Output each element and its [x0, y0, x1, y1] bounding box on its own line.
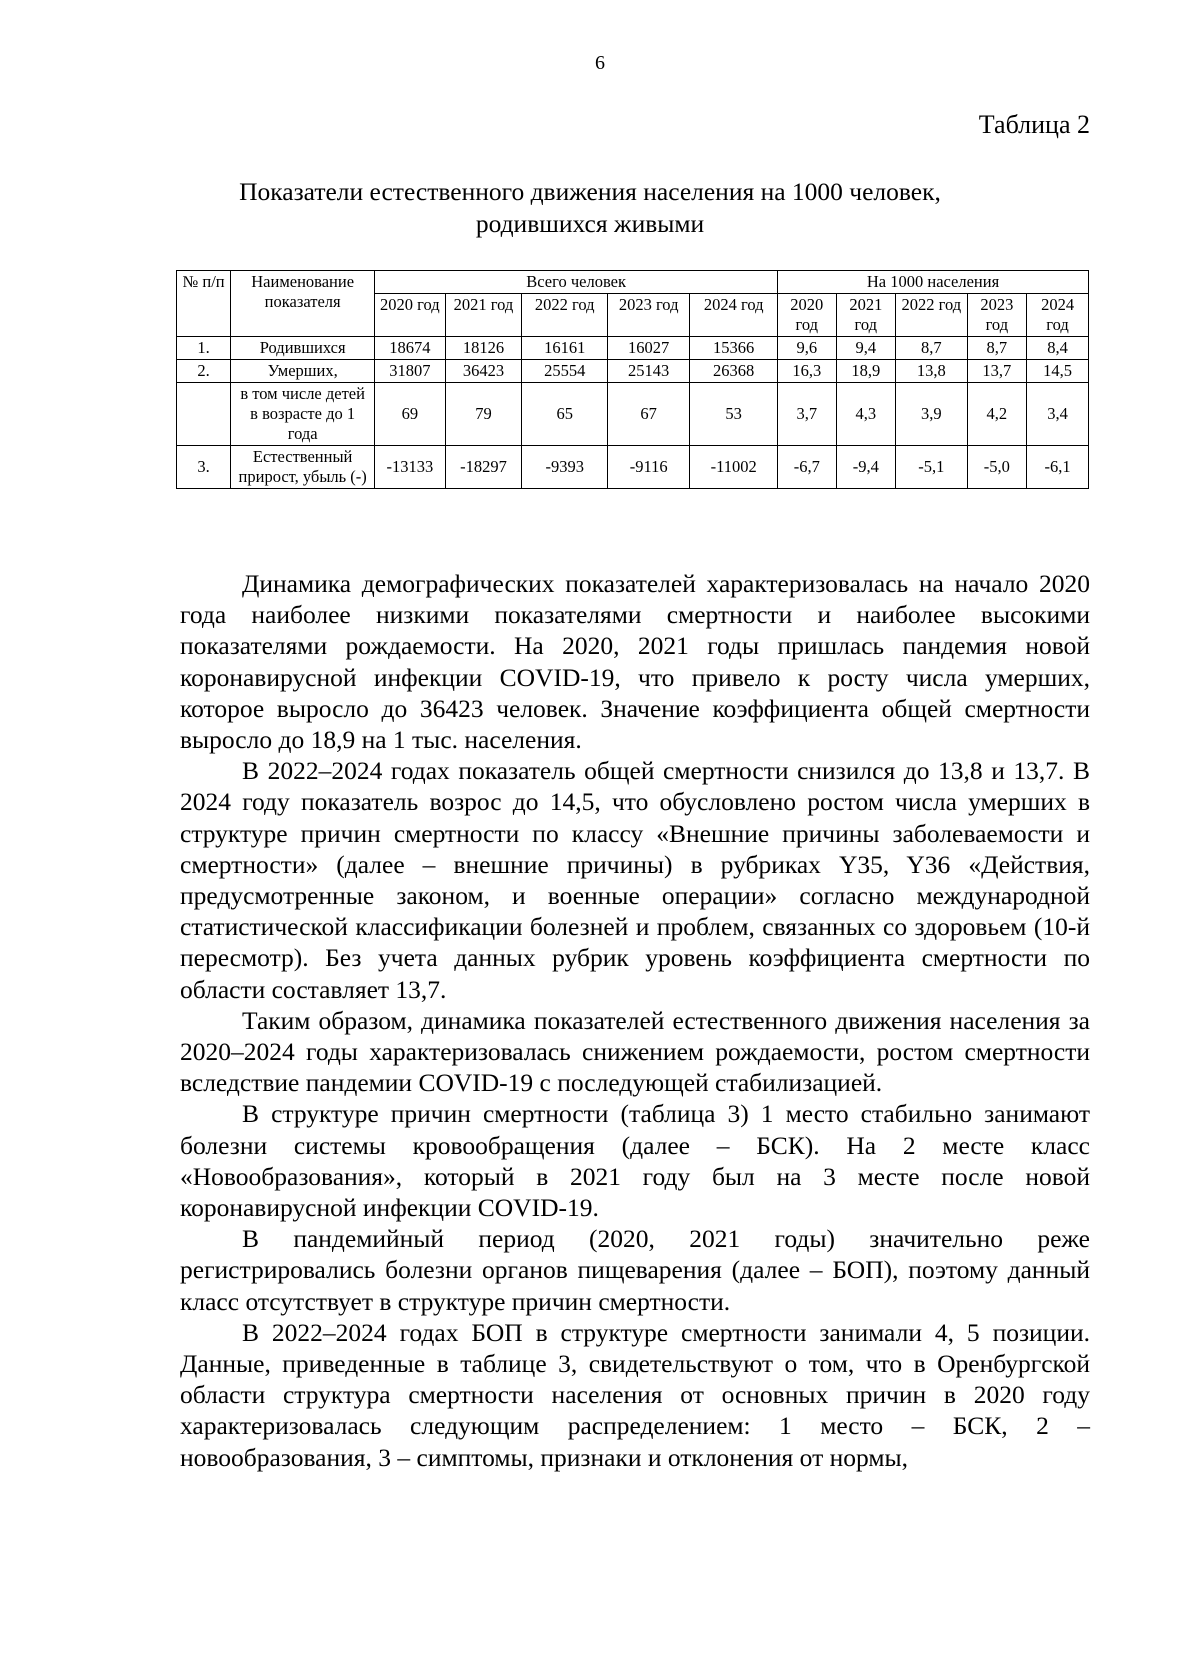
cell-total: 16161 — [522, 337, 608, 360]
header-year: 2024 год — [1027, 294, 1089, 337]
cell-total: 31807 — [375, 360, 445, 383]
body-text — [180, 568, 1090, 1473]
header-num: № п/п — [177, 271, 231, 337]
cell-per1000: -5,0 — [967, 446, 1027, 489]
row-num: 2. — [177, 360, 231, 383]
cell-per1000: 3,7 — [778, 383, 836, 446]
cell-per1000: 4,2 — [967, 383, 1027, 446]
cell-total: -9116 — [608, 446, 690, 489]
table-title — [180, 176, 1000, 240]
cell-total: 25143 — [608, 360, 690, 383]
cell-per1000: 9,6 — [778, 337, 836, 360]
cell-per1000: -6,7 — [778, 446, 836, 489]
paragraph: В 2022–2024 годах БОП в структуре смертности занимали 4, 5 позиции. Данные, приведенные в таблице 3, свидетельствуют о том, что в Оренбургской области структура смертности населения от основных причин в 2020 году характеризовалась следующим распределением: 1 место – БСК, 2 – новообразования, 3 – симптомы, признаки и отклонения от нормы, — [180, 1317, 1090, 1472]
cell-per1000: 13,7 — [967, 360, 1027, 383]
cell-total: 18126 — [445, 337, 522, 360]
page-number: 6 — [595, 52, 605, 74]
cell-per1000: 13,8 — [896, 360, 967, 383]
cell-total: 67 — [608, 383, 690, 446]
cell-per1000: 9,4 — [836, 337, 896, 360]
cell-total: 69 — [375, 383, 445, 446]
paragraph: В пандемийный период (2020, 2021 годы) значительно реже регистрировались болезни органов пищеварения (далее – БОП), поэтому данный класс отсутствует в структуре причин смертности. — [180, 1224, 1090, 1316]
header-group-per1000: На 1000 населения — [778, 271, 1089, 294]
row-num: 1. — [177, 337, 231, 360]
cell-total: 79 — [445, 383, 522, 446]
header-name: Наименование показателя — [231, 271, 375, 337]
header-year: 2021 год — [445, 294, 522, 337]
header-group-total: Всего человек — [375, 271, 778, 294]
cell-total: 16027 — [608, 337, 690, 360]
table-row — [177, 383, 1089, 446]
cell-per1000: 8,7 — [896, 337, 967, 360]
cell-total: 15366 — [690, 337, 778, 360]
cell-total: 25554 — [522, 360, 608, 383]
row-num: 3. — [177, 446, 231, 489]
paragraph: Таким образом, динамика показателей естественного движения населения за 2020–2024 годы характеризовалась снижением рождаемости, ростом смертности вследствие пандемии COVID-19 с последующей стабилизацией. — [180, 1005, 1090, 1098]
header-year: 2021 год — [836, 294, 896, 337]
cell-per1000: 3,9 — [896, 383, 967, 446]
paragraph: Динамика демографических показателей характеризовалась на начало 2020 года наиболее низкими показателями смертности и наиболее высокими показателями рождаемости. На 2020, 2021 годы пришлась пандемия новой коронавирусной инфекции COVID-19, что привело к росту числа умерших, которое выросло до 36423 человек. Значение коэффициента общей смертности выросло до 18,9 на 1 тыс. населения. — [180, 569, 1090, 755]
row-num — [177, 383, 231, 446]
table-label: Таблица 2 — [978, 110, 1090, 139]
cell-total: 53 — [690, 383, 778, 446]
cell-per1000: 8,7 — [967, 337, 1027, 360]
header-year: 2023 год — [967, 294, 1027, 337]
demographics-table — [176, 270, 1089, 489]
paragraph: В 2022–2024 годах показатель общей смертности снизился до 13,8 и 13,7. В 2024 году показатель возрос до 14,5, что обусловлено ростом числа умерших в структуре причин смертности по классу «Внешние причины заболеваемости и смертности» (далее – внешние причины) в рубриках Y35, Y36 «Действия, предусмотренные законом, и военные операции» согласно международной статистической классификации болезней и проблем, связанных со здоровьем (10-й пересмотр). Без учета данных рубрик уровень коэффициента смертности по области составляет 13,7. — [180, 756, 1090, 1004]
cell-per1000: 8,4 — [1027, 337, 1089, 360]
cell-total: 65 — [522, 383, 608, 446]
row-name: Естественный прирост, убыль (-) — [231, 446, 375, 489]
cell-total: 26368 — [690, 360, 778, 383]
row-name: в том числе детей в возрасте до 1 года — [231, 383, 375, 446]
cell-per1000: 4,3 — [836, 383, 896, 446]
table-row — [177, 337, 1089, 360]
table-row — [177, 360, 1089, 383]
cell-total: -13133 — [375, 446, 445, 489]
cell-per1000: -6,1 — [1027, 446, 1089, 489]
cell-total: 36423 — [445, 360, 522, 383]
cell-per1000: 3,4 — [1027, 383, 1089, 446]
header-year: 2023 год — [608, 294, 690, 337]
row-name: Умерших, — [231, 360, 375, 383]
cell-total: -11002 — [690, 446, 778, 489]
table-row — [177, 446, 1089, 489]
header-year: 2022 год — [522, 294, 608, 337]
cell-per1000: 18,9 — [836, 360, 896, 383]
cell-total: 18674 — [375, 337, 445, 360]
cell-per1000: -5,1 — [896, 446, 967, 489]
cell-per1000: -9,4 — [836, 446, 896, 489]
cell-per1000: 14,5 — [1027, 360, 1089, 383]
header-year: 2022 год — [896, 294, 967, 337]
table-title-line: родившихся живыми — [475, 209, 705, 238]
header-year: 2020 год — [375, 294, 445, 337]
cell-per1000: 16,3 — [778, 360, 836, 383]
row-name: Родившихся — [231, 337, 375, 360]
cell-total: -18297 — [445, 446, 522, 489]
header-year: 2024 год — [690, 294, 778, 337]
cell-total: -9393 — [522, 446, 608, 489]
header-year: 2020 год — [778, 294, 836, 337]
table-title-line: Показатели естественного движения населения на 1000 человек, — [239, 177, 941, 206]
paragraph: В структуре причин смертности (таблица 3) 1 место стабильно занимают болезни системы кровообращения (далее – БСК). На 2 месте класс «Новообразования», который в 2021 году был на 3 месте после новой коронавирусной инфекции COVID-19. — [180, 1099, 1090, 1223]
